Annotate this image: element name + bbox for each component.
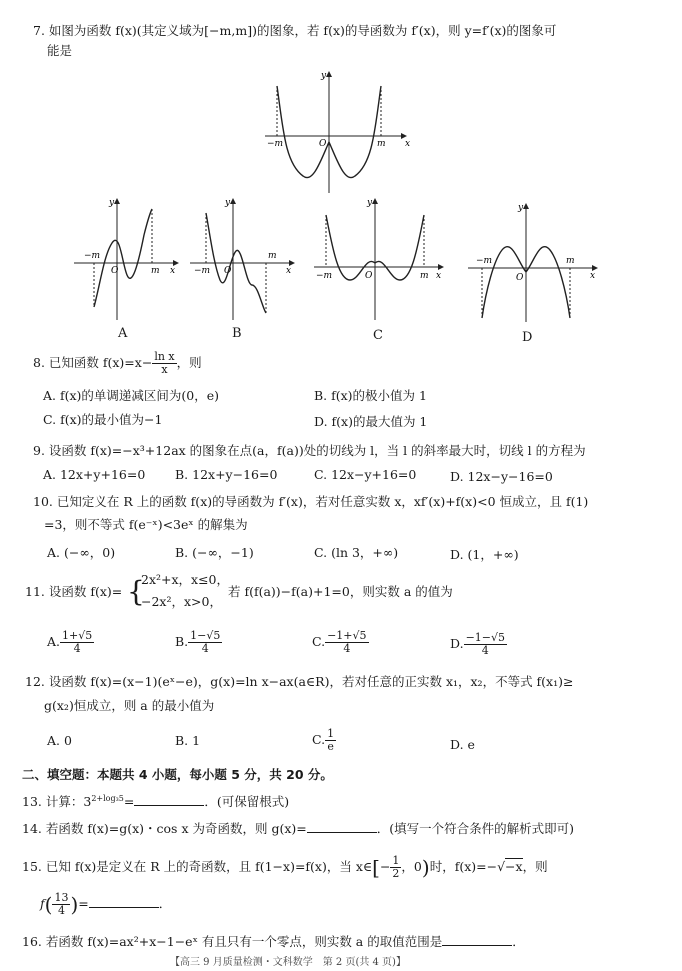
q10-option-d: D. (1，+∞): [450, 547, 519, 562]
q9-option-c: C. 12x−y+16=0: [314, 467, 417, 482]
q7-graph-c: [312, 195, 447, 325]
q7-b-y: y: [225, 198, 231, 208]
q15-stem: 15. 已知 f(x)是定义在 R 上的奇函数，且 f(1−x)=f(x)，当 x∈[− $\frac{1}{2}$ ，0)时，f(x)=−√−x，则: [22, 854, 548, 880]
q7-a-origin: O: [111, 266, 119, 276]
q7-b-x: x: [286, 266, 292, 276]
q7-main-y: y: [321, 71, 327, 81]
q12-option-d: D. e: [450, 737, 475, 752]
q9-option-a: A. 12x+y+16=0: [43, 467, 146, 482]
q15-answer-blank[interactable]: [89, 895, 159, 908]
q12-stem-line1: 12. 设函数 f(x)=(x−1)(eˣ−e)，g(x)=ln x−ax(a∈R)，若对任意的正实数 x₁，x₂，不等式 f(x₁)≥: [25, 674, 574, 689]
q7-main-neg-m: −m: [267, 139, 284, 149]
q11-brace: {: [127, 575, 145, 608]
q7-b-m: m: [268, 251, 277, 261]
q11-stem-b: 若 f(f(a))−f(a)+1=0，则实数 a 的值为: [228, 584, 453, 599]
q7-stem-line2: 能是: [47, 43, 73, 58]
q7-option-b: B: [232, 326, 242, 341]
q16-stem: 16. 若函数 f(x)=ax²+x−1−eˣ 有且只有一个零点，则实数 a 的取值范围是 ．: [22, 934, 525, 949]
q7-a-y: y: [109, 198, 115, 208]
q15-answer-line: f( $\frac{13}{4}$ )= ．: [40, 891, 172, 917]
q7-main-x: x: [405, 139, 411, 149]
q7-a-m: m: [151, 266, 160, 276]
q11-case1: 2x²+x，x≤0，: [141, 572, 230, 587]
q7-d-y: y: [518, 203, 524, 213]
q11-option-b: B. $\frac{1-√5}{4}$: [175, 629, 221, 655]
q10-option-c: C. (ln 3，+∞): [314, 545, 399, 560]
q10-stem-line2: =3，则不等式 f(e⁻ˣ)<3eˣ 的解集为: [44, 517, 248, 532]
q7-c-m: m: [420, 271, 429, 281]
q7-a-neg-m: −m: [84, 251, 101, 261]
q7-d-origin: O: [516, 273, 524, 283]
q7-option-d: D: [522, 330, 533, 345]
q16-answer-blank[interactable]: [442, 933, 512, 946]
q9-stem: 9. 设函数 f(x)=−x³+12ax 的图象在点(a，f(a))处的切线为 l，当 l 的斜率最大时，切线 l 的方程为: [33, 443, 586, 458]
q7-main-m: m: [377, 139, 386, 149]
q8-option-a: A. f(x)的单调递减区间为(0，e): [43, 388, 220, 403]
q7-a-x: x: [170, 266, 176, 276]
page-footer: 【高三 9 月质量检测・文科数学 第 2 页(共 4 页)】: [170, 957, 406, 968]
q12-option-b: B. 1: [175, 733, 201, 748]
q8-option-d: D. f(x)的最大值为 1: [314, 414, 428, 429]
q11-stem-a: 11. 设函数 f(x)=: [25, 584, 123, 599]
q7-c-y: y: [367, 198, 373, 208]
q13-answer-blank[interactable]: [134, 793, 204, 806]
q9-option-d: D. 12x−y−16=0: [450, 469, 553, 484]
q11-case2: −2x²，x>0，: [141, 594, 222, 609]
q7-graph-a: [72, 195, 182, 325]
q8-stem: 8. 已知函数 f(x)=x− $\frac{\text{ln x}}{x}$ ，则: [33, 350, 202, 376]
q7-b-origin: O: [224, 266, 232, 276]
q7-c-x: x: [436, 271, 442, 281]
q7-graph-b: [188, 195, 298, 325]
q9-option-b: B. 12x+y−16=0: [175, 467, 278, 482]
q14-answer-blank[interactable]: [307, 820, 377, 833]
q7-option-c: C: [373, 328, 383, 343]
q11-option-a: A. $\frac{1+√5}{4}$: [47, 629, 93, 655]
q7-b-neg-m: −m: [194, 266, 211, 276]
q11-option-d: D. $\frac{-1-√5}{4}$: [450, 631, 506, 657]
q10-stem-line1: 10. 已知定义在 R 上的函数 f(x)的导函数为 f′(x)，若对任意实数 x，xf′(x)+f(x)<0 恒成立，且 f(1): [33, 494, 589, 509]
q7-main-graph: [255, 68, 415, 198]
q7-d-x: x: [590, 271, 596, 281]
q8-option-c: C. f(x)的最小值为−1: [43, 412, 163, 427]
q13-stem: 13. 计算：$3^{2+log_35}=$ ．(可保留根式): [22, 794, 290, 810]
q7-main-origin: O: [319, 139, 327, 149]
q7-d-m: m: [566, 256, 575, 266]
q7-graph-d: [466, 200, 601, 330]
q7-c-neg-m: −m: [316, 271, 333, 281]
q14-stem: 14. 若函数 f(x)=g(x)・cos x 为奇函数，则 g(x)= ．(填写一个符合条件的解析式即可): [22, 821, 574, 836]
q7-d-neg-m: −m: [476, 256, 493, 266]
q12-stem-line2: g(x₂)恒成立，则 a 的最小值为: [44, 698, 215, 713]
q8-option-b: B. f(x)的极小值为 1: [314, 388, 427, 403]
q10-option-a: A. (−∞，0): [47, 545, 116, 560]
q10-option-b: B. (−∞，−1): [175, 545, 254, 560]
section-fill-in-title: 二、填空题：本题共 4 小题，每小题 5 分，共 20 分。: [22, 767, 333, 782]
q7-stem-line1: 7. 如图为函数 f(x)(其定义域为[−m,m])的图象，若 f(x)的导函数为 f′(x)，则 y=f′(x)的图象可: [33, 23, 557, 38]
q7-c-origin: O: [365, 271, 373, 281]
q12-option-a: A. 0: [47, 733, 72, 748]
q11-option-c: C. $\frac{-1+√5}{4}$: [312, 629, 367, 655]
q7-option-a: A: [118, 326, 128, 341]
q12-option-c: C. $\frac{1}{e}$: [312, 727, 335, 753]
